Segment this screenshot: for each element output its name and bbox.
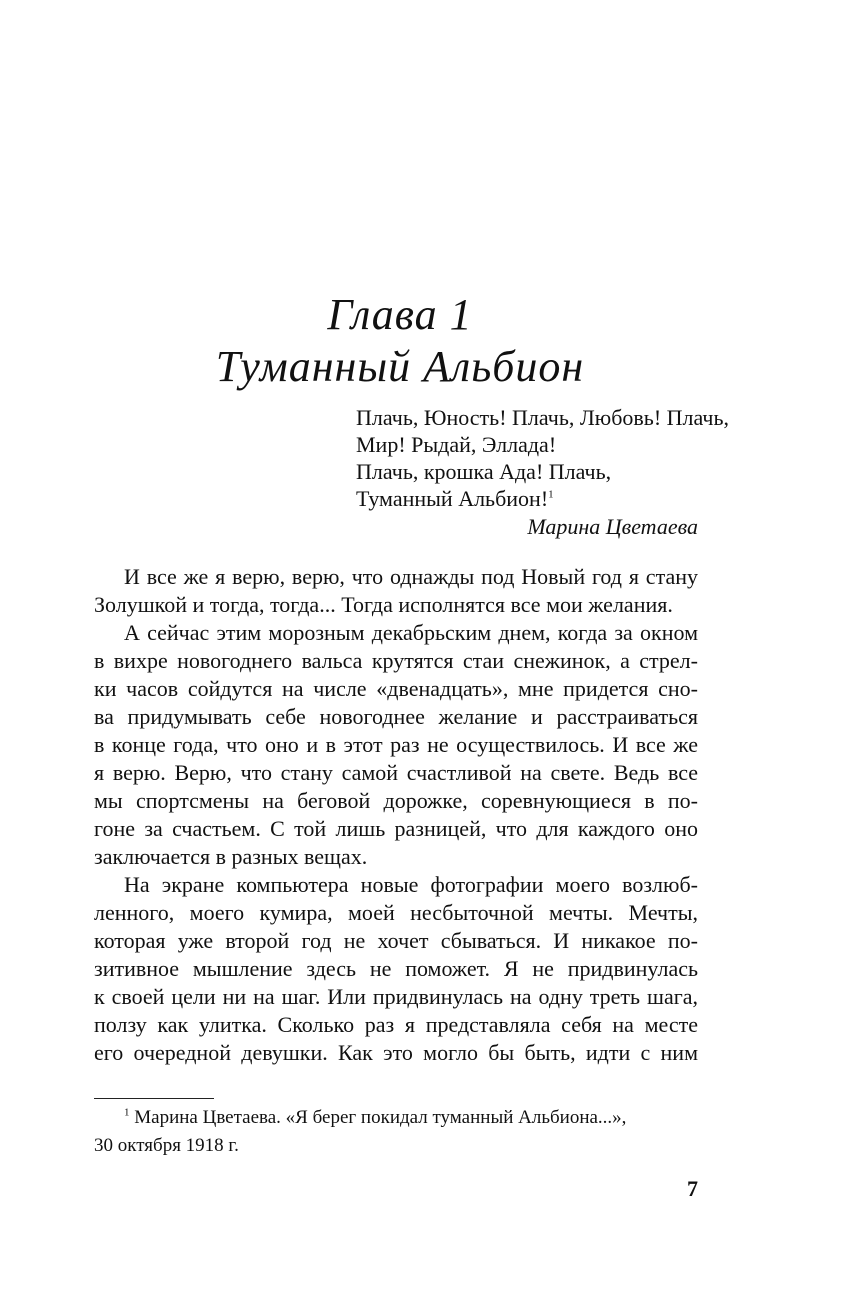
footnote-line: [94, 1104, 698, 1132]
text-line: ки часов сойдутся на числе «двенадцать», мне придется сно-: [94, 676, 698, 701]
text-line: ва придумывать себе новогоднее желание и расстраиваться: [94, 704, 698, 729]
text-line: ленного, моего кумира, моей несбыточной мечты. Мечты,: [94, 900, 698, 925]
epigraph: [356, 404, 730, 540]
footnote-text: Марина Цветаева. «Я берег покидал туманный Альбиона...»,: [134, 1107, 627, 1128]
text-line: мы спортсмены на беговой дорожке, соревнующиеся в по-: [94, 788, 698, 813]
text-line: ползу как улитка. Сколько раз я представляла себя на месте: [94, 1012, 698, 1037]
body-text: [94, 563, 698, 1067]
footnote-divider: [94, 1098, 214, 1099]
epigraph-line-text: Туманный Альбион!: [356, 486, 549, 511]
text-line: в вихре новогоднего вальса крутятся стаи снежинок, а стрел-: [94, 648, 698, 673]
text-line: зитивное мышление здесь не поможет. Я не придвинулась: [94, 956, 698, 981]
text-line: заключается в разных вещах.: [94, 844, 368, 869]
footnote-reference[interactable]: 1: [548, 488, 554, 501]
chapter-title: Туманный Альбион: [215, 342, 585, 391]
text-line: И все же я верю, верю, что однажды под Новый год я стану: [124, 564, 698, 589]
epigraph-line: Мир! Рыдай, Эллада!: [356, 432, 557, 457]
chapter-number: Глава 1: [327, 290, 473, 339]
text-line: его очередной девушки. Как это могло бы быть, идти с ним: [94, 1040, 698, 1065]
text-line: к своей цели ни на шаг. Или придвинулась на одну треть шага,: [94, 984, 698, 1009]
text-line: в конце года, что оно и в этот раз не осуществилось. И все же: [94, 732, 698, 757]
footnote: [94, 1104, 698, 1160]
page-number: 7: [687, 1176, 698, 1201]
paragraph: [94, 619, 698, 871]
footnote-line: 30 октября 1918 г.: [94, 1135, 239, 1156]
epigraph-line: Плачь, крошка Ада! Плачь,: [356, 459, 612, 484]
epigraph-author: Марина Цветаева: [527, 514, 698, 539]
text-line: А сейчас этим морозным декабрьским днем, когда за окном: [124, 620, 698, 645]
text-line: На экране компьютера новые фотографии моего возлюб-: [124, 872, 698, 897]
paragraph: [94, 563, 698, 619]
epigraph-line-last: [356, 485, 698, 512]
text-line: Золушкой и тогда, тогда... Тогда исполнятся все мои желания.: [94, 592, 673, 617]
footnote-mark: 1: [124, 1106, 130, 1119]
text-line: гоне за счастьем. С той лишь разницей, что для каждого оно: [94, 816, 698, 841]
epigraph-line: Плачь, Юность! Плачь, Любовь! Плачь,: [356, 405, 730, 430]
paragraph: [94, 871, 698, 1067]
text-line: которая уже второй год не хочет сбываться. И никакое по-: [94, 928, 698, 953]
text-line: я верю. Верю, что стану самой счастливой на свете. Ведь все: [94, 760, 698, 785]
